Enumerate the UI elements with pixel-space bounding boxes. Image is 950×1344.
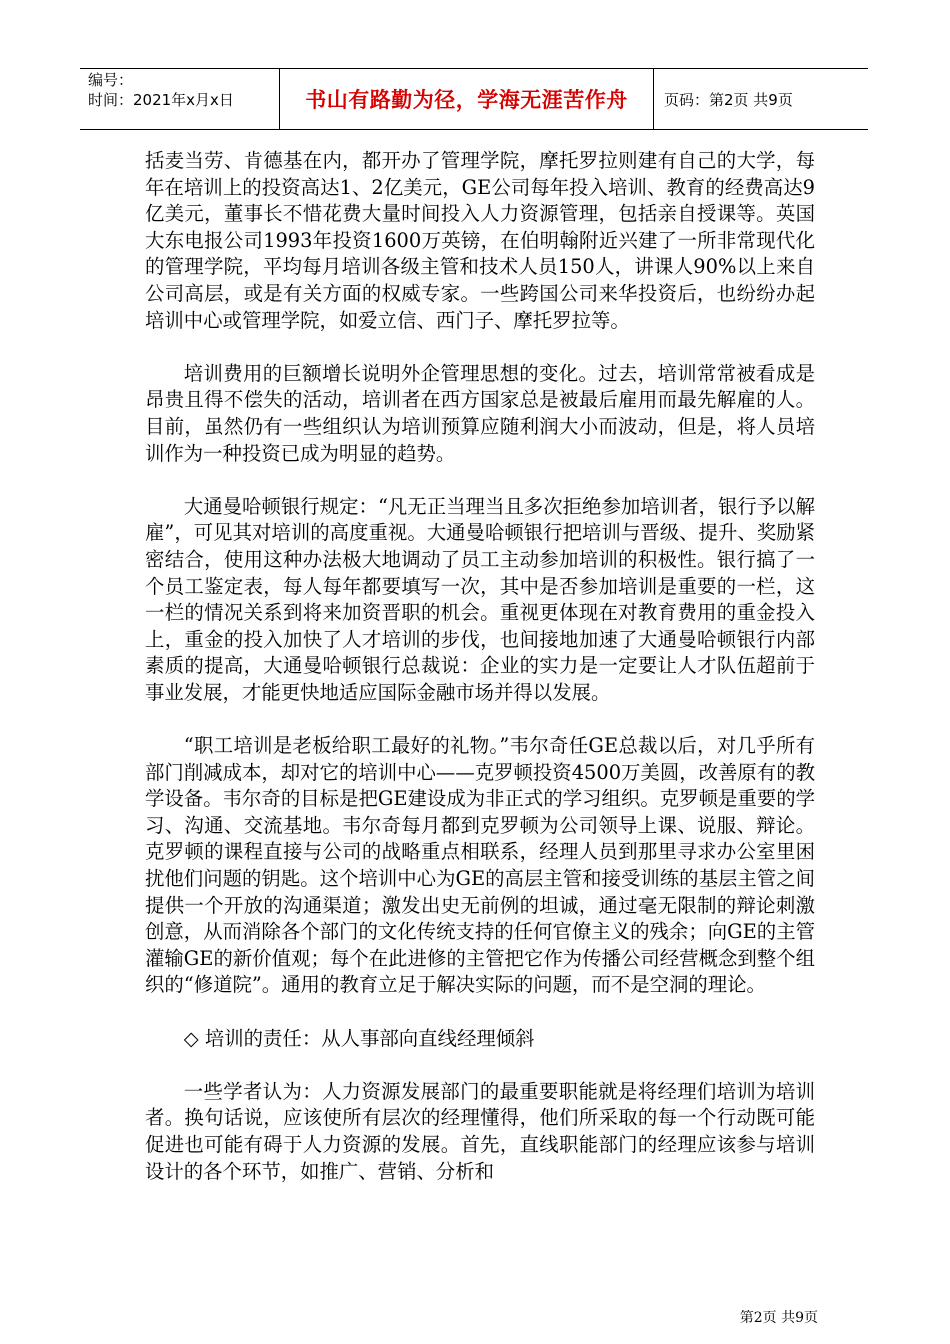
document-body [145, 148, 815, 1212]
time-label: 时间：2021年x月x日 [88, 91, 234, 109]
header-meta [80, 69, 280, 129]
paragraph: 一些学者认为：人力资源发展部门的最重要职能就是将经理们培训为培训者。换句话说，应该使所有层次的经理懂得，他们所采取的每一个行动既可能促进也可能有碍于人力资源的发展。首先，直线职能部门的经理应该参与培训设计的各个环节，如推广、营销、分析和 [145, 1079, 815, 1183]
header-page-label: 页码：第2页 共9页 [664, 90, 793, 109]
page-footer: 第2页 共9页 [739, 1310, 818, 1326]
header-motto: 书山有路勤为径，学海无涯苦作舟 [280, 69, 654, 129]
paragraph: 培训费用的巨额增长说明外企管理思想的变化。过去，培训常常被看成是昂贵且得不偿失的活动，培训者在西方国家总是被最后雇用而最先解雇的人。目前，虽然仍有一些组织认为培训预算应随利润大小而波动，但是，将人员培训作为一种投资已成为明显的趋势。 [145, 361, 815, 465]
paragraph: “职工培训是老板给职工最好的礼物。”韦尔奇任GE总裁以后，对几乎所有部门削减成本，却对它的培训中心——克罗顿投资4500万美圆，改善原有的教学设备。韦尔奇的目标是把GE建设成为非正式的学习组织。克罗顿是重要的学习、沟通、交流基地。韦尔奇每月都到克罗顿为公司领导上课、说服、辩论。克罗顿的课程直接与公司的战略重点相联系，经理人员到那里寻求办公室里困扰他们问题的钥匙。这个培训中心为GE的高层主管和接受训练的基层主管之间提供一个开放的沟通渠道；激发出史无前例的坦诚，通过毫无限制的辩论刺激创意，从而消除各个部门的文化传统支持的任何官僚主义的残余；向GE的主管灌输GE的新价值观；每个在此进修的主管把它作为传播公司经营概念到整个组织的“修道院”。通用的教育立足于解决实际的问题，而不是空洞的理论。 [145, 734, 815, 997]
code-label: 编号： [88, 71, 134, 89]
paragraph: 大通曼哈顿银行规定：“凡无正当理当且多次拒绝参加培训者，银行予以解雇”，可见其对培训的高度重视。大通曼哈顿银行把培训与晋级、提升、奖励紧密结合，使用这种办法极大地调动了员工主动参加培训的积极性。银行搞了一个员工鉴定表，每人每年都要填写一次，其中是否参加培训是重要的一栏，这一栏的情况关系到将来加资晋职的机会。重视更体现在对教育费用的重金投入上，重金的投入加快了人才培训的步伐，也间接地加速了大通曼哈顿银行内部素质的提高，大通曼哈顿银行总裁说：企业的实力是一定要让人才队伍超前于事业发展，才能更快地适应国际金融市场并得以发展。 [145, 494, 815, 704]
section-heading: ◇ 培训的责任：从人事部向直线经理倾斜 [183, 1026, 535, 1050]
page-header [80, 68, 868, 130]
paragraph: 括麦当劳、肯德基在内，都开办了管理学院，摩托罗拉则建有自己的大学，每年在培训上的投资高达1、2亿美元，GE公司每年投入培训、教育的经费高达9亿美元，董事长不惜花费大量时间投入人力资源管理，包括亲自授课等。英国大东电报公司1993年投资1600万英镑，在伯明翰附近兴建了一所非常现代化的管理学院，平均每月培训各级主管和技术人员150人，讲课人90%以上来自公司高层，或是有关方面的权威专家。一些跨国公司来华投资后，也纷纷办起培训中心或管理学院，如爱立信、西门子、摩托罗拉等。 [145, 149, 815, 332]
